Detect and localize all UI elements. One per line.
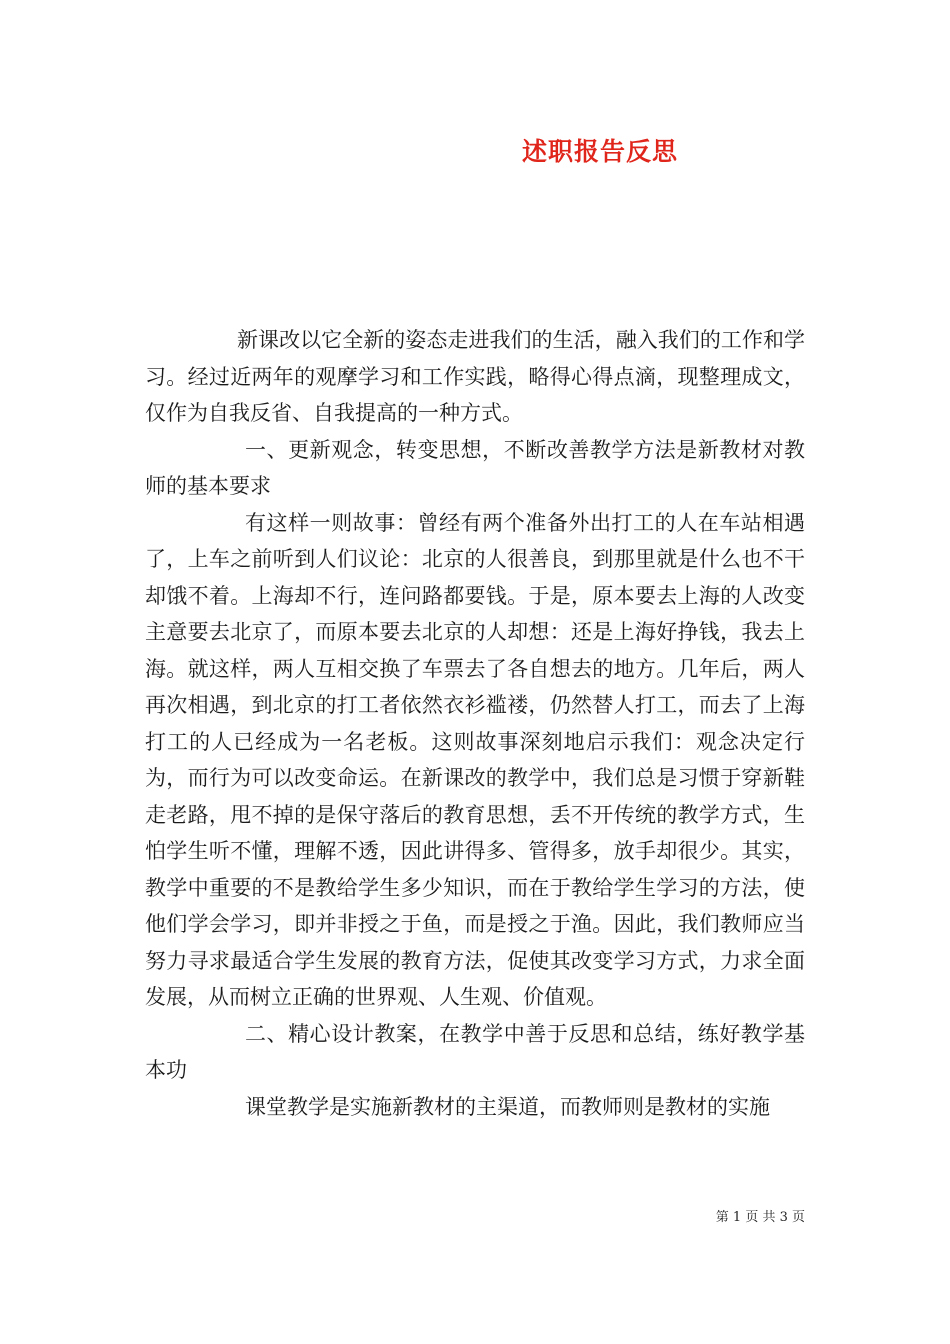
paragraph-intro: 新课改以它全新的姿态走进我们的生活，融入我们的工作和学习。经过近两年的观摩学习和工作实践，略得心得点滴，现整理成文，仅作为自我反省、自我提高的一种方式。: [145, 328, 805, 425]
section-heading-1: 一、更新观念，转变思想，不断改善教学方法是新教材对教师的基本要求: [145, 437, 805, 498]
page-title: 述职报告反思: [521, 137, 678, 166]
page-number: 第 1 页 共 3 页: [715, 1210, 805, 1225]
paragraph-classroom: 课堂教学是实施新教材的主渠道，而教师则是教材的实施: [245, 1094, 770, 1119]
document-body: [145, 322, 805, 1125]
paragraph-story: 有这样一则故事：曾经有两个准备外出打工的人在车站相遇了，上车之前听到人们议论：北京的人很善良，到那里就是什么也不干却饿不着。上海却不行，连问路都要钱。于是，原本要去上海的人改变主意要去北京了，而原本要去北京的人却想：还是上海好挣钱，我去上海。就这样，两人互相交换了车票去了各自想去的地方。几年后，两人再次相遇，到北京的打工者依然衣衫褴褛，仍然替人打工，而去了上海打工的人已经成为一名老板。这则故事深刻地启示我们：观念决定行为，而行为可以改变命运。在新课改的教学中，我们总是习惯于穿新鞋走老路，甩不掉的是保守落后的教育思想，丢不开传统的教学方式，生怕学生听不懂，理解不透，因此讲得多、管得多，放手却很少。其实，教学中重要的不是教给学生多少知识，而在于教给学生学习的方法，使他们学会学习，即并非授之于鱼，而是授之于渔。因此，我们教师应当努力寻求最适合学生发展的教育方法，促使其改变学习方式，力求全面发展，从而树立正确的世界观、人生观、价值观。: [145, 510, 805, 1009]
section-heading-2: 二、精心设计教案，在教学中善于反思和总结，练好教学基本功: [145, 1021, 805, 1082]
